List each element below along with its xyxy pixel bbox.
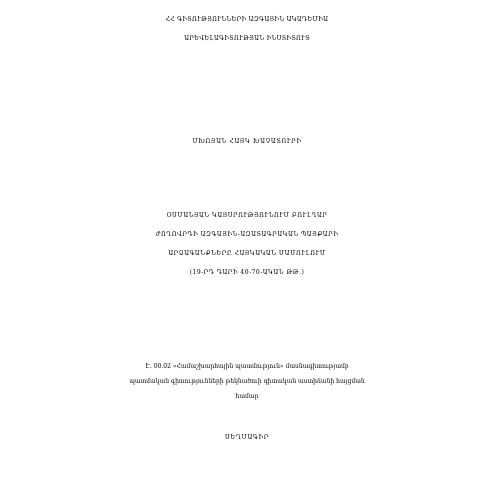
specialty-line-3: համար	[235, 393, 259, 400]
author-name: ՄԽՈՅԱՆ ՀԱՅԿ ԽԱՉԱՏՈՒՐԻ	[192, 138, 302, 145]
specialty-line-1: Է. 00.02 «Համաշխարհային պատմություն» մասնագիտությամբ	[145, 363, 349, 370]
title-line-1: ՕՍՄԱՆՅԱՆ ԿԱՅՍՐՈՒԹՅՈՒՆՈՒՄ ԲՈՒԼՂԱՐ	[166, 212, 328, 219]
title-line-3: ԱՐՁԱԳԱՆՔՆԵՐԸ ՀԱՅԿԱԿԱՆ ՄԱՄՈՒԼՈՒՄ	[168, 250, 326, 257]
institution-line-2: ԱՐԵՎԵԼԱԳԻՏՈՒԹՅԱՆ ԻՆՍՏԻՏՈՒՏ	[184, 35, 310, 42]
institution-line-1: ՀՀ ԳԻՏՈՒԹՅՈՒՆՆԵՐԻ ԱԶԳԱՅԻՆ ԱԿԱԴԵՄԻԱ	[165, 16, 329, 23]
specialty-line-2: պատմական գիտությունների թեկնածուի գիտական աստիճանի հայցման	[129, 378, 365, 385]
document-type: ՍԵՂՄԱԳԻՐ	[225, 434, 269, 441]
title-line-4: (19-ՐԴ ԴԱՐԻ 40-70-ԱԿԱՆ ԹԹ.)	[189, 269, 305, 276]
title-line-2: ԺՈՂՈՎՐԴԻ ԱԶԳԱՅԻՆ-ԱԶԱՏԱԳՐԱԿԱՆ ՊԱՅՔԱՐԻ	[155, 231, 339, 238]
